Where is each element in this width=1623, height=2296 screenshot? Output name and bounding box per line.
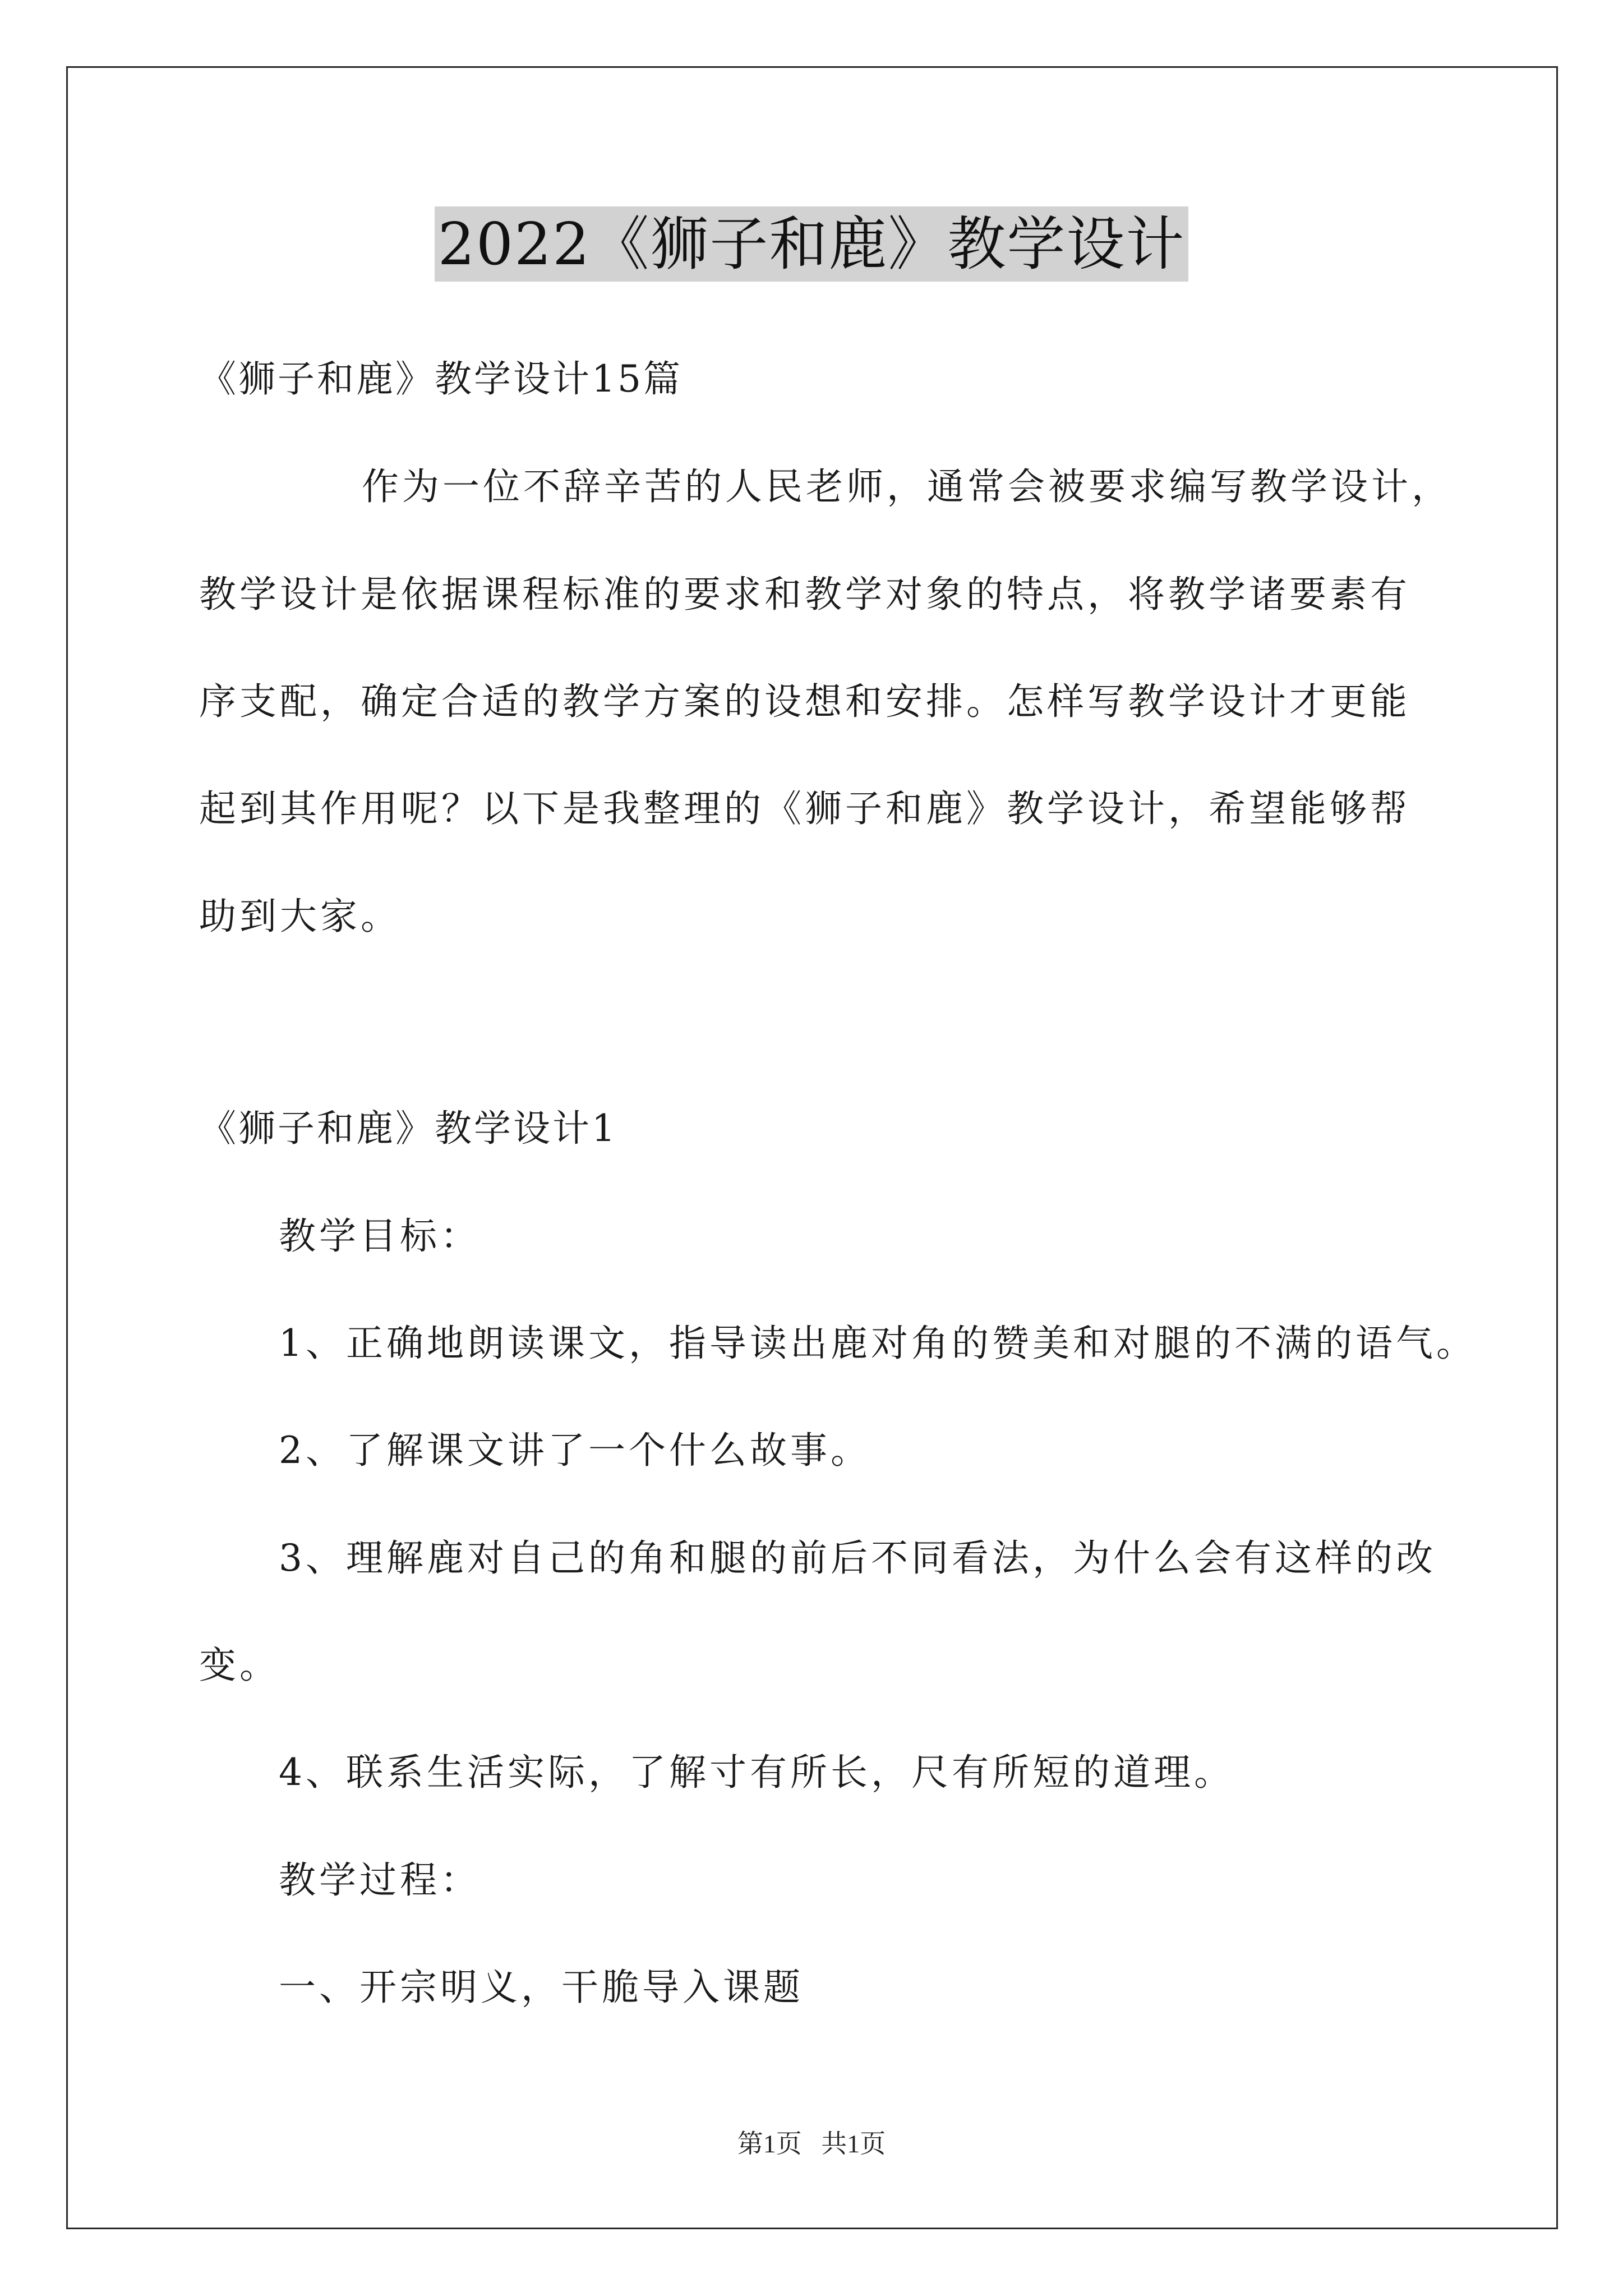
document-title: 2022《狮子和鹿》教学设计 [435,206,1189,282]
goals-label: 教学目标： [279,1214,481,1258]
title-container [0,206,1623,282]
intro-paragraph-line: 序支配，确定合适的教学方案的设想和安排。怎样写教学设计才更能 [199,680,1410,723]
goal-item: 3、理解鹿对自己的角和腿的前后不同看法，为什么会有这样的改 [279,1536,1436,1580]
document-subtitle: 《狮子和鹿》教学设计15篇 [199,357,683,401]
page-footer: 第1页 共1页 [737,2129,886,2158]
goal-item: 1、正确地朗读课文，指导读出鹿对角的赞美和对腿的不满的语气。 [279,1322,1477,1365]
goal-item: 4、联系生活实际，了解寸有所长，尺有所短的道理。 [279,1751,1234,1794]
intro-paragraph-line: 作为一位不辞辛苦的人民老师，通常会被要求编写教学设计， [362,465,1452,508]
intro-paragraph-line: 教学设计是依据课程标准的要求和教学对象的特点，将教学诸要素有 [199,573,1410,616]
process-step: 一、开宗明义，干脆导入课题 [279,1966,804,2009]
intro-paragraph-line: 起到其作用呢？以下是我整理的《狮子和鹿》教学设计，希望能够帮 [199,787,1410,830]
section-heading: 《狮子和鹿》教学设计1 [199,1107,617,1150]
intro-paragraph-line: 助到大家。 [199,895,401,938]
process-label: 教学过程： [279,1858,481,1902]
goal-item: 2、了解课文讲了一个什么故事。 [279,1429,871,1472]
goal-item-continuation: 变。 [199,1644,280,1687]
